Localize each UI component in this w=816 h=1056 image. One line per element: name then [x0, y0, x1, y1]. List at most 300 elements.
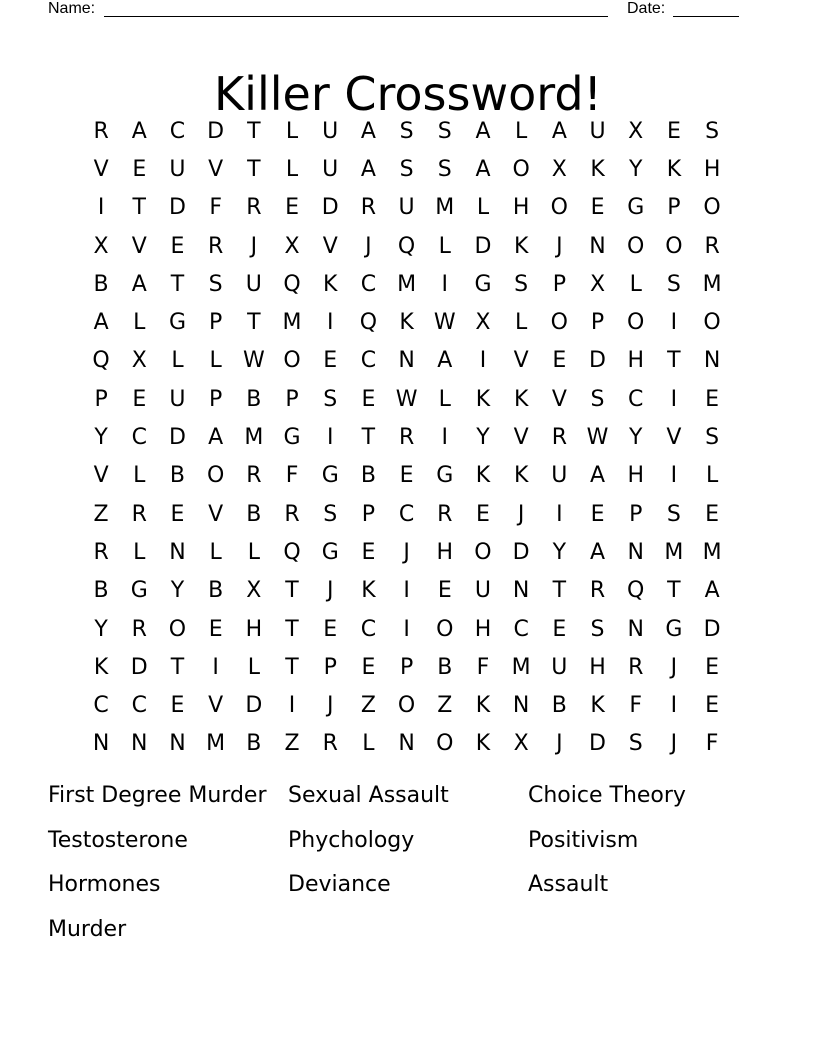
- grid-cell: A: [208, 425, 224, 451]
- grid-cell: S: [437, 118, 452, 144]
- grid-cell: Y: [170, 578, 185, 604]
- grid-cell: A: [360, 156, 376, 182]
- grid-cell: T: [132, 195, 146, 221]
- grid-cell: V: [208, 156, 224, 182]
- grid-cell: Q: [627, 578, 645, 604]
- grid-cell: M: [206, 731, 226, 757]
- grid-cell: Y: [628, 425, 643, 451]
- grid-cell: B: [437, 654, 453, 680]
- grid-cell: X: [475, 310, 491, 336]
- grid-cell: B: [169, 463, 186, 489]
- grid-cell: S: [399, 118, 414, 144]
- grid-cell: D: [245, 693, 263, 719]
- grid-cell: K: [399, 310, 414, 336]
- grid-cell: Y: [552, 539, 567, 565]
- grid-cell: E: [590, 501, 605, 527]
- grid-cell: G: [665, 616, 683, 642]
- grid-cell: B: [360, 463, 376, 489]
- grid-cell: O: [397, 693, 416, 719]
- grid-cell: S: [666, 271, 681, 297]
- grid-cell: R: [360, 195, 377, 221]
- grid-cell: O: [665, 233, 683, 259]
- grid-cell: A: [437, 348, 453, 374]
- grid-cell: Y: [94, 425, 108, 451]
- grid-cell: C: [360, 271, 377, 297]
- word-list-item: Choice Theory: [528, 783, 686, 808]
- grid-cell: C: [360, 616, 377, 642]
- grid-cell: K: [475, 463, 491, 489]
- grid-cell: T: [247, 310, 261, 336]
- name-label: Name:: [48, 0, 96, 17]
- grid-cell: M: [397, 271, 417, 297]
- grid-cell: N: [398, 731, 415, 757]
- grid-cell: L: [285, 156, 299, 182]
- grid-cell: Q: [92, 348, 110, 374]
- grid-cell: R: [246, 463, 262, 489]
- grid-cell: R: [93, 118, 109, 144]
- grid-cell: L: [133, 310, 146, 336]
- grid-cell: E: [208, 616, 223, 642]
- grid-cell: O: [436, 731, 454, 757]
- grid-cell: A: [704, 578, 720, 604]
- grid-cell: M: [702, 539, 722, 565]
- grid-cell: E: [323, 616, 338, 642]
- grid-cell: O: [206, 463, 225, 489]
- grid-cell: R: [131, 616, 147, 642]
- grid-cell: B: [208, 578, 224, 604]
- grid-cell: H: [474, 616, 492, 642]
- grid-cell: D: [130, 654, 148, 680]
- grid-cell: S: [437, 156, 452, 182]
- grid-cell: J: [250, 233, 258, 259]
- grid-cell: U: [322, 118, 339, 144]
- grid-cell: Z: [360, 693, 376, 719]
- grid-cell: T: [170, 271, 185, 297]
- grid-cell: L: [362, 731, 375, 757]
- grid-cell: O: [550, 310, 568, 336]
- grid-cell: R: [284, 501, 300, 527]
- grid-cell: L: [133, 539, 146, 565]
- grid-cell: J: [365, 233, 372, 259]
- grid-cell: V: [93, 156, 109, 182]
- grid-cell: J: [403, 539, 410, 565]
- grid-cell: X: [284, 233, 300, 259]
- grid-cell: A: [475, 156, 491, 182]
- grid-cell: W: [586, 425, 609, 451]
- grid-cell: K: [513, 233, 529, 259]
- grid-cell: H: [703, 156, 721, 182]
- grid-cell: I: [403, 616, 410, 642]
- word-search-grid: [82, 112, 731, 763]
- grid-cell: E: [323, 348, 338, 374]
- grid-cell: D: [589, 731, 606, 757]
- grid-cell: T: [667, 348, 681, 374]
- grid-cell: S: [705, 425, 720, 451]
- grid-cell: Q: [283, 271, 301, 297]
- grid-cell: V: [551, 386, 567, 412]
- grid-cell: S: [208, 271, 223, 297]
- grid-cell: M: [664, 539, 684, 565]
- grid-cell: M: [435, 195, 455, 221]
- grid-cell: E: [666, 118, 681, 144]
- grid-cell: L: [515, 310, 528, 336]
- grid-cell: G: [321, 539, 339, 565]
- grid-cell: W: [242, 348, 265, 374]
- grid-cell: C: [131, 425, 147, 451]
- word-list-item: First Degree Murder: [48, 783, 267, 808]
- grid-cell: K: [475, 386, 491, 412]
- grid-cell: A: [590, 539, 606, 565]
- grid-cell: N: [169, 731, 186, 757]
- grid-cell: R: [246, 195, 262, 221]
- grid-cell: E: [132, 156, 147, 182]
- grid-cell: E: [437, 578, 452, 604]
- word-list-item: Phychology: [288, 827, 415, 853]
- grid-cell: S: [590, 616, 605, 642]
- grid-cell: N: [627, 616, 644, 642]
- grid-cell: Z: [284, 731, 300, 757]
- grid-cell: E: [705, 501, 720, 527]
- grid-cell: A: [590, 463, 606, 489]
- grid-cell: X: [513, 731, 529, 757]
- grid-cell: D: [589, 348, 606, 374]
- grid-cell: K: [93, 654, 109, 680]
- grid-cell: I: [403, 578, 410, 604]
- grid-cell: R: [93, 539, 109, 565]
- grid-cell: L: [247, 654, 260, 680]
- grid-cell: B: [246, 501, 262, 527]
- grid-cell: L: [133, 463, 146, 489]
- grid-cell: R: [131, 501, 147, 527]
- grid-cell: Y: [476, 425, 490, 451]
- grid-cell: E: [476, 501, 490, 527]
- grid-cell: A: [360, 118, 376, 144]
- grid-cell: U: [551, 654, 568, 680]
- grid-cell: V: [513, 425, 529, 451]
- grid-cell: S: [323, 386, 338, 412]
- grid-cell: E: [361, 539, 376, 565]
- grid-cell: S: [590, 386, 605, 412]
- grid-cell: B: [246, 731, 262, 757]
- grid-cell: W: [395, 386, 418, 412]
- grid-cell: D: [474, 233, 492, 259]
- grid-cell: I: [670, 693, 678, 719]
- grid-cell: L: [247, 539, 260, 565]
- grid-cell: J: [326, 578, 334, 604]
- grid-cell: D: [703, 616, 721, 642]
- grid-cell: I: [326, 425, 334, 451]
- grid-cell: F: [476, 654, 490, 680]
- grid-cell: C: [513, 616, 529, 642]
- word-list-item: Sexual Assault: [288, 783, 449, 808]
- grid-cell: L: [285, 118, 299, 144]
- grid-cell: N: [169, 539, 186, 565]
- grid-cell: K: [475, 731, 491, 757]
- grid-cell: C: [628, 386, 644, 412]
- grid-cell: E: [705, 693, 720, 719]
- grid-cell: M: [702, 271, 722, 297]
- grid-cell: L: [438, 233, 451, 259]
- name-input-line: [104, 16, 608, 17]
- grid-cell: Z: [93, 501, 109, 527]
- grid-cell: C: [131, 693, 147, 719]
- grid-cell: R: [437, 501, 453, 527]
- word-list-item: Murder: [48, 917, 127, 943]
- grid-cell: H: [245, 616, 263, 642]
- grid-cell: L: [438, 386, 451, 412]
- grid-cell: E: [132, 386, 147, 412]
- grid-cell: U: [589, 118, 606, 144]
- grid-cell: H: [436, 539, 454, 565]
- grid-cell: T: [247, 156, 261, 182]
- grid-cell: J: [556, 233, 563, 259]
- grid-cell: H: [627, 348, 644, 374]
- grid-cell: P: [285, 386, 299, 412]
- grid-cell: O: [627, 233, 645, 259]
- grid-cell: W: [433, 310, 456, 336]
- grid-cell: E: [590, 195, 605, 221]
- grid-cell: H: [589, 654, 606, 680]
- grid-cell: D: [321, 195, 339, 221]
- grid-cell: U: [551, 463, 568, 489]
- grid-cell: L: [515, 118, 528, 144]
- grid-cell: V: [513, 348, 529, 374]
- grid-cell: I: [670, 386, 678, 412]
- grid-cell: D: [168, 425, 186, 451]
- grid-cell: A: [131, 118, 147, 144]
- grid-cell: V: [208, 693, 224, 719]
- grid-cell: I: [288, 693, 296, 719]
- grid-cell: U: [169, 386, 186, 412]
- grid-cell: E: [552, 348, 567, 374]
- grid-cell: G: [436, 463, 454, 489]
- grid-cell: O: [627, 310, 645, 336]
- grid-cell: K: [513, 386, 529, 412]
- grid-cell: K: [590, 693, 605, 719]
- grid-cell: A: [93, 310, 109, 336]
- grid-cell: X: [93, 233, 109, 259]
- grid-cell: E: [170, 501, 185, 527]
- grid-cell: T: [285, 654, 299, 680]
- grid-cell: N: [398, 348, 415, 374]
- grid-cell: G: [130, 578, 148, 604]
- grid-cell: G: [168, 310, 186, 336]
- grid-cell: P: [209, 386, 223, 412]
- grid-cell: U: [169, 156, 186, 182]
- grid-cell: C: [93, 693, 109, 719]
- grid-cell: B: [93, 271, 109, 297]
- grid-cell: E: [361, 654, 376, 680]
- grid-cell: F: [285, 463, 299, 489]
- grid-cell: I: [97, 195, 105, 221]
- grid-cell: M: [244, 425, 264, 451]
- header: [0, 0, 816, 20]
- grid-cell: E: [361, 386, 376, 412]
- grid-cell: Q: [359, 310, 378, 336]
- grid-cell: P: [94, 386, 108, 412]
- grid-cell: O: [283, 348, 301, 374]
- grid-cell: V: [131, 233, 147, 259]
- grid-cell: O: [703, 310, 721, 336]
- grid-cell: T: [285, 616, 299, 642]
- grid-cell: J: [670, 731, 678, 757]
- grid-cell: T: [247, 118, 261, 144]
- grid-cell: J: [670, 654, 678, 680]
- date-label: Date:: [627, 0, 666, 17]
- grid-cell: U: [245, 271, 262, 297]
- grid-cell: G: [474, 271, 492, 297]
- grid-cell: T: [552, 578, 567, 604]
- grid-cell: L: [476, 195, 490, 221]
- grid-cell: P: [399, 654, 414, 680]
- grid-cell: E: [705, 386, 720, 412]
- grid-cell: X: [131, 348, 147, 374]
- page-title: Killer Crossword!: [214, 66, 602, 121]
- grid-cell: N: [512, 578, 530, 604]
- grid-cell: O: [474, 539, 492, 565]
- grid-cell: I: [479, 348, 487, 374]
- grid-cell: S: [705, 118, 720, 144]
- grid-cell: K: [666, 156, 682, 182]
- grid-cell: J: [556, 731, 563, 757]
- grid-cell: I: [670, 463, 678, 489]
- grid-cell: V: [208, 501, 224, 527]
- grid-cell: O: [550, 195, 568, 221]
- word-list-item: Positivism: [528, 827, 639, 853]
- grid-cell: K: [590, 156, 605, 182]
- date-input-line: [673, 16, 739, 17]
- word-list-item: Deviance: [288, 872, 391, 898]
- grid-cell: B: [93, 578, 109, 604]
- grid-cell: Q: [397, 233, 416, 259]
- grid-cell: K: [361, 578, 376, 604]
- word-list-item: Assault: [528, 872, 609, 898]
- grid-cell: T: [667, 578, 681, 604]
- grid-cell: S: [323, 501, 338, 527]
- grid-cell: S: [666, 501, 681, 527]
- grid-cell: P: [590, 310, 605, 336]
- grid-cell: C: [398, 501, 415, 527]
- grid-cell: A: [551, 118, 567, 144]
- grid-cell: L: [209, 348, 222, 374]
- grid-cell: V: [666, 425, 682, 451]
- word-list-item: Hormones: [48, 872, 161, 898]
- grid-cell: S: [514, 271, 529, 297]
- grid-cell: R: [628, 654, 644, 680]
- grid-cell: I: [212, 654, 219, 680]
- grid-cell: R: [208, 233, 224, 259]
- grid-cell: I: [670, 310, 678, 336]
- grid-cell: D: [512, 539, 530, 565]
- grid-cell: B: [246, 386, 262, 412]
- grid-cell: F: [705, 731, 719, 757]
- grid-cell: K: [323, 271, 338, 297]
- grid-cell: J: [517, 501, 525, 527]
- grid-cell: R: [704, 233, 720, 259]
- grid-cell: G: [321, 463, 339, 489]
- grid-cell: T: [170, 654, 185, 680]
- grid-cell: S: [399, 156, 414, 182]
- grid-cell: X: [551, 156, 567, 182]
- grid-cell: R: [398, 425, 415, 451]
- grid-cell: S: [628, 731, 643, 757]
- grid-cell: P: [629, 501, 643, 527]
- grid-cell: G: [283, 425, 301, 451]
- grid-cell: P: [209, 310, 223, 336]
- grid-cell: N: [627, 539, 644, 565]
- grid-cell: P: [323, 654, 337, 680]
- grid-cell: H: [512, 195, 530, 221]
- grid-cell: P: [667, 195, 681, 221]
- grid-cell: N: [589, 233, 606, 259]
- grid-cell: Q: [283, 539, 301, 565]
- grid-cell: A: [131, 271, 147, 297]
- grid-cell: J: [326, 693, 334, 719]
- grid-cell: Y: [628, 156, 643, 182]
- grid-cell: N: [512, 693, 530, 719]
- grid-cell: L: [171, 348, 184, 374]
- grid-cell: N: [92, 731, 110, 757]
- grid-cell: F: [209, 195, 222, 221]
- grid-cell: C: [169, 118, 186, 144]
- grid-cell: G: [627, 195, 645, 221]
- grid-cell: K: [475, 693, 491, 719]
- grid-cell: M: [511, 654, 531, 680]
- grid-cell: V: [93, 463, 109, 489]
- word-list: [48, 776, 768, 955]
- grid-cell: R: [589, 578, 606, 604]
- grid-cell: X: [246, 578, 262, 604]
- grid-cell: V: [322, 233, 338, 259]
- grid-cell: E: [552, 616, 567, 642]
- grid-cell: I: [441, 425, 449, 451]
- grid-cell: I: [441, 271, 449, 297]
- grid-cell: U: [322, 156, 339, 182]
- grid-cell: K: [513, 463, 529, 489]
- grid-cell: E: [705, 654, 720, 680]
- grid-cell: L: [629, 271, 642, 297]
- grid-cell: I: [326, 310, 334, 336]
- grid-cell: O: [703, 195, 721, 221]
- grid-cell: P: [361, 501, 376, 527]
- grid-cell: I: [556, 501, 563, 527]
- grid-cell: R: [551, 425, 567, 451]
- grid-cell: T: [361, 425, 376, 451]
- grid-cell: Z: [437, 693, 453, 719]
- grid-cell: X: [589, 271, 606, 297]
- grid-cell: H: [627, 463, 644, 489]
- grid-cell: O: [512, 156, 530, 182]
- grid-cell: X: [628, 118, 644, 144]
- grid-cell: L: [209, 539, 222, 565]
- grid-cell: N: [131, 731, 148, 757]
- grid-cell: U: [474, 578, 492, 604]
- grid-cell: F: [629, 693, 643, 719]
- grid-cell: N: [703, 348, 721, 374]
- grid-cell: O: [436, 616, 454, 642]
- grid-cell: C: [360, 348, 377, 374]
- grid-cell: R: [322, 731, 338, 757]
- grid-cell: P: [552, 271, 566, 297]
- grid-cell: E: [285, 195, 299, 221]
- grid-cell: T: [285, 578, 299, 604]
- grid-cell: L: [705, 463, 719, 489]
- grid-cell: B: [551, 693, 567, 719]
- grid-cell: D: [207, 118, 225, 144]
- grid-cell: D: [168, 195, 186, 221]
- grid-cell: O: [168, 616, 187, 642]
- grid-cell: E: [170, 693, 185, 719]
